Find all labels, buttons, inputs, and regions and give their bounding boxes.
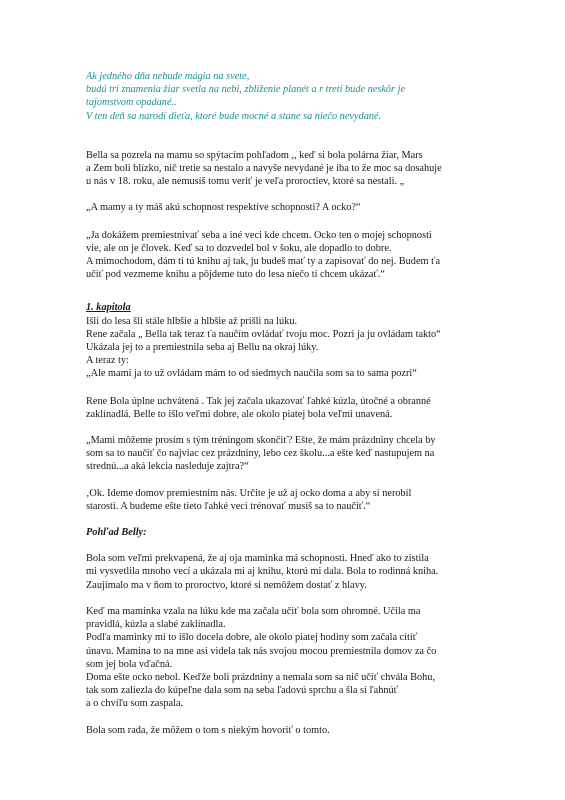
text-line: zaklínadlá. Belle to išlo veľmi dobre, ale okolo piatej bola veľmi unavená. xyxy=(86,408,393,420)
paragraph-4 xyxy=(86,301,526,380)
text-line: učiť pod vezmeme knihu a pôjdeme tuto do lesa niečo ti chcem ukázať.“ xyxy=(86,269,386,281)
paragraph-9 xyxy=(86,605,526,711)
section-title: Pohľad Belly: xyxy=(86,527,147,539)
text-line: Rene začala „ Bella tak teraz ťa naučím ovládať tvoju moc. Pozri ja ju ovládam takto“ xyxy=(86,328,441,340)
paragraph-8 xyxy=(86,552,526,592)
paragraph-7 xyxy=(86,487,526,513)
text-line: tak som zaliezla do kúpeľne dala som na seba ľadovú sprchu a šla si ľahnúť xyxy=(86,685,399,697)
text-line: „A mamy a ty máš akú schopnost respektíve schopnosti? A ocko?“ xyxy=(86,202,361,214)
text-line: Išli do lesa šli stále hlbšie a hlbšie až prišli na lúku. xyxy=(86,315,298,327)
text-line: som sa to naučiť čo najviac cez prázdniny, lebo cez školu...a ešte keď nastupujem na xyxy=(86,448,435,460)
text-line: „Ja dokážem premiestnivať seba a iné veci kde chcem. Ocko ten o mojej schopnosti xyxy=(86,229,432,241)
paragraph-2 xyxy=(86,201,526,214)
paragraph-6 xyxy=(86,434,526,474)
text-line: mi vysvetlila mnoho vecí a ukázala mi aj knihu, ktorú mi dala. Bola to rodinná kniha. xyxy=(86,566,439,578)
text-line: Bella sa pozrela na mamu so spýtacím pohľadom ,, keď si bola polárna žiar, Mars xyxy=(86,149,423,161)
text-line: A teraz ty: xyxy=(86,355,129,367)
paragraph-10 xyxy=(86,724,526,737)
text-line: Bola som rada, že môžem o tom s niekým hovoriť o tomto. xyxy=(86,724,330,736)
text-line: Keď ma maminka vzala na lúku kde ma začala učiť bola som ohromné. Učila ma xyxy=(86,605,421,617)
text-line: Bola som veľmi prekvapená, že aj oja maminka má schopnosti. Hneď ako to zistila xyxy=(86,553,429,565)
text-line: pravidlá, kúzla a slabé zaklínadla. xyxy=(86,619,226,631)
text-line: A mimochodom, dám ti tú knihu aj tak, ju budeš mať ty a zapisovať do nej. Budem ťa xyxy=(86,256,441,268)
text-line: u nás v 18. roku, ale nemusíš tomu veriť je veľa proroctiev, ktoré sa nestali. „ xyxy=(86,176,405,188)
text-line: strednú...a aká lekcia nasleduje zajtra?“ xyxy=(86,461,249,473)
text-line: som jej bola vďačná. xyxy=(86,658,173,670)
intro-line: V ten deň sa narodí dieťa, ktoré bude mocné a stane sa niečo nevydané. xyxy=(86,110,382,122)
text-line: Ukázala jej to a premiestnila seba aj Bellu na okraj lúky. xyxy=(86,342,319,354)
text-line: a Zem boli blízko, nič tretie sa nestalo a navyše nevydané je iba to že moc sa dosahuje xyxy=(86,163,442,175)
intro-line: Ak jedného dňa nebude mágia na svete, xyxy=(86,71,250,82)
text-line: „Ale mami ja to už ovládam mám to od siedmych naučila som sa to sama pozri“ xyxy=(86,368,417,380)
paragraph-5 xyxy=(86,395,526,421)
intro-line: budú tri znamenia žiar svetla na nebi, zblíženie planét a r tretí bude neskôr je xyxy=(86,84,406,96)
text-line: vie, ale on je človek. Keď sa to dozvedel bol v šoku, ale dopadlo to dobre. xyxy=(86,242,392,254)
text-line: únavu. Mamina to na mne asi videla tak nás svojou mocou premiestnila domov za čo xyxy=(86,645,437,657)
text-line: „Mami môžeme prosím s tým tréningom skončiť? Ešte, že mám prázdniny chcela by xyxy=(86,435,436,447)
text-line: Podľa maminky mi to išlo docela dobre, ale okolo piatej hodiny som začala cítiť xyxy=(86,632,418,644)
text-line: Rene Bola úplne uchvátená . Tak jej začala ukazovať ľahké kúzla, útočné a obranné xyxy=(86,395,431,407)
paragraph-3 xyxy=(86,229,526,282)
paragraph-1 xyxy=(86,149,526,189)
intro-line: tajomstvom opadané.. xyxy=(86,97,177,109)
text-line: starosti. A budeme ešte tieto ľahké veci trénovať musíš sa to naučiť.“ xyxy=(86,500,371,512)
text-line: a o chvíľu som zaspala. xyxy=(86,698,184,710)
chapter-heading: 1. kapitola xyxy=(86,302,131,314)
document-body xyxy=(86,70,526,750)
text-line: ‚Ok. Ideme domov premiestnim nás. Určite je už aj ocko doma a aby si nerobil xyxy=(86,487,412,499)
text-line: Doma ešte ocko nebol. Keďže boli prázdniny a nemala som sa nič učiť chvála Bohu, xyxy=(86,671,436,683)
prophecy-intro xyxy=(86,70,526,123)
text-line: Zaujímalo ma v ňom to proroctvo, ktoré si nemôžem dostať z hlavy. xyxy=(86,579,367,591)
